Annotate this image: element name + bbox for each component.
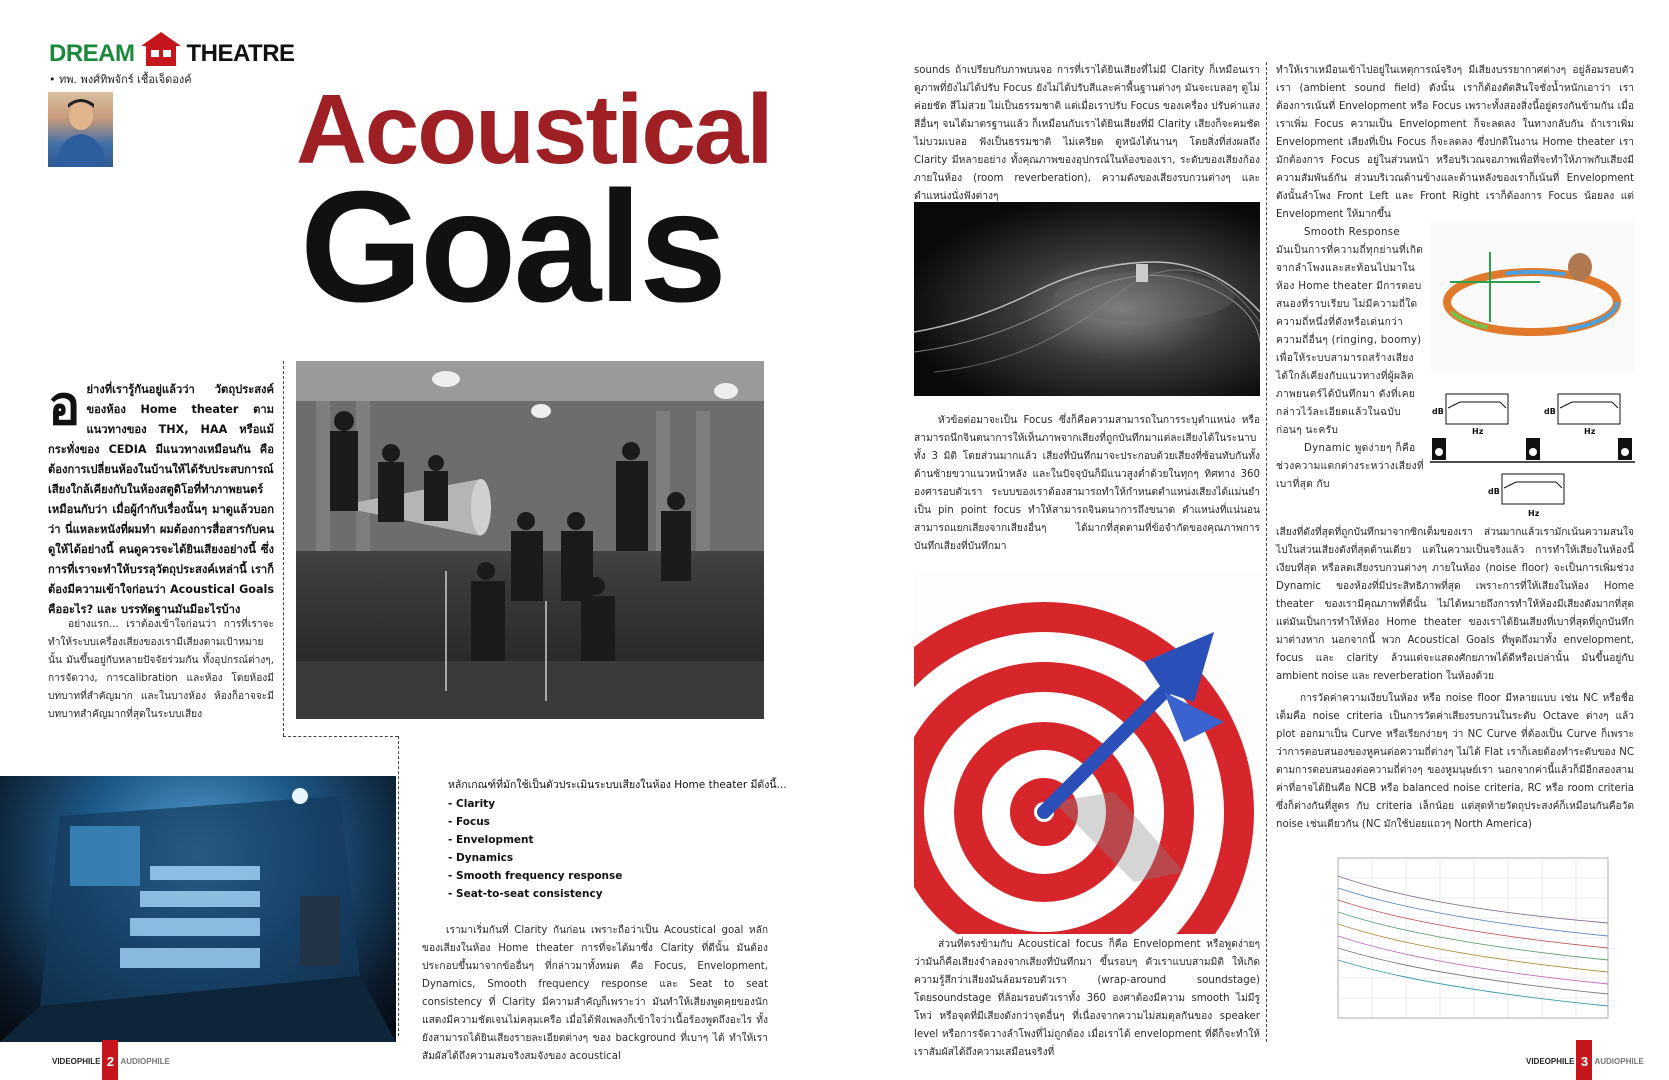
db-axis-label: dB xyxy=(1488,487,1500,496)
home-theater-render xyxy=(0,776,396,1042)
list-item: - Seat-to-seat consistency xyxy=(448,888,603,900)
magazine-logo xyxy=(49,28,295,68)
intro-paragraph xyxy=(48,376,274,620)
title-line-2: Goals xyxy=(300,159,725,335)
list-item: - Envelopment xyxy=(448,834,534,846)
speaker-response-diagram xyxy=(1430,392,1635,522)
footer-left xyxy=(52,1040,170,1080)
author-photo xyxy=(48,92,113,167)
logo-theatre-text: THEATRE xyxy=(186,40,295,67)
house-icon xyxy=(137,28,185,68)
divider-line xyxy=(283,736,398,737)
hz-axis-label: Hz xyxy=(1584,427,1596,436)
smooth-response-section xyxy=(1276,224,1424,494)
dart-target-image xyxy=(914,572,1260,934)
body-paragraph-2: เรามาเริ่มกันที่ Clarity กันก่อน เพราะถือว่าเป็น Acoustical goal หลักของเสียงในห้อง Home theater การที่จะได้มาซึ่ง Clarity ที่ดีนั้น มันต้องประกอบขึ้นมาจากข้ออื่นๆ ที่กล่าวมาทั้งหมด คือ Focus, Envelopment, Dynamics, Smooth frequency response และ Seat to seat consistency ที่ Clarity มีความสำคัญก็เพราะว่า มันทำให้เสียงพูดคุยของนักแสดงมีความชัดเจนไม่คลุมเครือ เมื่อได้ฟังเพลงก็เข้าใจว่าเนื้อร้องพูดถึงอะไร ทั้งยังสามารถได้ยินเสียงรายละเอียดต่างๆ ของ background ที่เบาๆ ได้ ทำให้เราสัมผัสได้ถึงความสมจริงสมจังของ acoustical xyxy=(422,925,768,1062)
body-paragraph-7: เสียงที่ดังที่สุดที่ถูกบันทึกมาจากซิกเต็มของเรา ส่วนมากแล้วเรามักเน้นความสนใจไปในส่วนเสียงดังที่สุดด้านเดียว แต่ในความเป็นจริงแล้ว การทำให้เสียงในห้องนี้เงียบที่สุด หรือลดเสียงรบกวนต่างๆ ภายในห้อง (noise floor) จะเป็นการเพิ่มช่วง Dynamic ของห้องที่มีประสิทธิภาพที่สุด เพราะการที่ให้เสียงในห้อง Home theater ของเรามีคุณภาพที่ดีนั้น ไม่ได้หมายถึงการทำให้ห้องมีเสียงดังมากที่สุด แต่มันเป็นการทำให้ห้อง Home theater ของเราได้ยินเสียงที่เบาที่สุดที่ถูกบันทึกมาต่างหาก นอกจากนี้ พวก Acoustical Goals ที่พูดถึงมาทั้ง envelopment, focus และ clarity ล้วนแต่จะแสดงศักยภาพได้ดีหรือเปล่านั้น มันขึ้นอยู่กับ ambient noise และ reverberation ในห้องด้วย xyxy=(1276,527,1634,682)
dynamic-text: Dynamic พูดง่ายๆ ก็คือ ช่วงความแตกต่างระหว่างเสียงที่เบาที่สุด กับ xyxy=(1276,443,1424,490)
footer-videophile: VIDEOPHILE xyxy=(52,1056,101,1066)
title-line-1: Acoustical xyxy=(296,74,772,184)
footer-videophile: VIDEOPHILE xyxy=(1526,1056,1575,1066)
surround-ring-diagram xyxy=(1430,222,1635,372)
hz-axis-label: Hz xyxy=(1472,427,1484,436)
author-byline: • ทพ. พงศ์ทิพจักร์ เชื้อเจ็ดองค์ xyxy=(49,73,192,86)
list-item: - Focus xyxy=(448,816,490,828)
list-item: - Clarity xyxy=(448,798,496,810)
body-paragraph-1: อย่างแรก... เราต้องเข้าใจก่อนว่า การที่เราจะทำให้ระบบเครื่องเสียงของเรามีเสียงตามเป้าหมายนั้น มันขึ้นอยู่กับหลายปัจจัยร่วมกัน ทั้งอุปกรณ์ต่างๆ, การจัดวาง, การcalibration และห้อง โดยห้องมีบทบาทที่สำคัญมาก และในบางห้อง ห้องก็อาจจะมีบทบาทสำคัญมากที่สุดในระบบเสียง xyxy=(48,619,274,720)
smooth-response-heading: Smooth Response xyxy=(1304,227,1400,238)
page-number: 2 xyxy=(102,1040,118,1080)
footer-audiophile: AUDIOPHILE xyxy=(120,1056,170,1066)
body-paragraph-3: sounds ถ้าเปรียบกับภาพบนจอ การที่เราได้ยินเสียงที่ไม่มี Clarity ก็เหมือนเราดูภาพที่ยังไม่ได้ปรับ Focus ยังไม่ได้ปรับสีและค่าพื้นฐานต่างๆ มันจะเบลอๆ ดูไม่ค่อยชัด สีไม่สวย ไม่เป็นธรรมชาติ แต่เมื่อเราปรับ Focus ของเครื่อง ปรับค่าแสงสีอื่นๆ จนได้มาตรฐานแล้ว ก็เหมือนกับเราได้ยินเสียงที่มี Clarity เสียงก็จะคมชัดไม่บวมเบลอ ฟังเป็นธรรมชาติ ไม่เครียด ดูหนังได้นานๆ โดยสิ่งที่ส่งผลถึง Clarity มีหลายอย่าง ทั้งคุณภาพของอุปกรณ์ในห้องของเรา, ระดับของเสียงก้องภายในห้อง (room reverberation), ความดังของเสียงรบกวนต่างๆ และตำแหน่งนั่งฟังต่างๆ xyxy=(914,65,1260,202)
smooth-response-text: มันเป็นการที่ความถี่ทุกย่านที่เกิดจากลำโพงและสะท้อนไปมาในห้อง Home theater มีการตอบสนองที่ราบเรียบ ไม่มีความถี่ใดความถี่หนึ่งที่ดังหรือเด่นกว่าความถี่อื่นๆ (ringing, boomy) เพื่อให้ระบบสามารถสร้างเสียงได้ใกล้เคียงกับแนวทางที่ผู้ผลิตภาพยนตร์ได้บันทึกมา ดังที่เคยกล่าวไว้ละเอียดแล้วในฉบับก่อนๆ นะครับ xyxy=(1276,245,1424,436)
evaluation-criteria-list xyxy=(448,776,808,903)
page-number: 3 xyxy=(1576,1040,1592,1080)
body-paragraph-4: หัวข้อต่อมาจะเป็น Focus ซึ่งก็คือความสามารถในการระบุตำแหน่ง หรือสามารถนึกจินตนาการให้เห็นภาพจากเสียงที่ถูกบันทึกมาแต่ละเสียงได้ในระนาบทั้ง 3 มิติ โดยส่วนมากแล้ว เสียงที่บันทึกมาจะประกอบด้วยเสียงที่ซ้อนทับกันทั้งด้านซ้ายขวาแนวหน้าหลัง และในปัจจุบันก็มีแนวสูงต่ำด้วยในทุกๆ ทิศทาง 360 องศารอบตัวเรา ระบบของเราต้องสามารถทำให้กำหนดตำแหน่งเสียงได้แม่นยำเป็น pin point focus ทำให้สามารถจินตนาการถึงขนาด ตำแหน่งที่แน่นอน สามารถแยกเสียงจากเสียงอื่นๆ ได้มากที่สุดตามที่ข้อจำกัดของคุณภาพการบันทึกเสียงที่บันทึกมา xyxy=(914,415,1260,552)
orchestra-recording-photo xyxy=(296,361,764,719)
list-lead: หลักเกณฑ์ที่มักใช้เป็นตัวประเมินระบบเสียงในห้อง Home theater มีดังนี้... xyxy=(448,779,787,791)
body-paragraph-6: ทำให้เราเหมือนเข้าไปอยู่ในเหตุการณ์จริงๆ มีเสียงบรรยากาศต่างๆ อยู่ล้อมรอบตัวเรา (ambient sound field) ดังนั้น เราก็ต้องตัดสินใจชั่งน้ำหนักเอาว่า เราต้องการเน้นที่ Envelopment หรือ Focus เพราะทั้งสองสิ่งนี้อยู่ตรงกันข้ามกัน เมื่อเราเพิ่ม Focus ความเป็น Envelopment ก็จะลดลง ในทางกลับกัน ถ้าเราเพิ่ม Envelopment เสียงที่เป็น Focus ก็จะลดลง ซึ่งปกติในงาน Home theater เรามักต้องการ Focus อยู่ในส่วนหน้า หรือบริเวณจอภาพเพื่อที่จะทำให้ภาพกับเสียงมีความสัมพันธ์กัน ส่วนบริเวณด้านข้างและด้านหลังของเราก็เน้นที่ Envelopment ดังนั้นลำโพง Front Left และ Front Right เราก็ต้องการ Focus น้อยลง แต่ Envelopment ให้มากขึ้น xyxy=(1276,65,1634,220)
drop-cap: อ xyxy=(48,376,81,436)
logo-dream-text: DREAM xyxy=(49,40,135,67)
body-paragraph-5: ส่วนที่ตรงข้ามกับ Acoustical focus ก็คือ Envelopment หรือพูดง่ายๆ ว่ามันก็คือเสียงจำลองจากเสียงที่บันทึกมา ขึ้นรอบๆ ตัวเราแบบสามมิติ ให้เกิดความรู้สึกว่าเสียงมันล้อมรอบตัวเรา (wrap-around soundstage) โดยsoundstage ที่ล้อมรอบตัวเราทั้ง 360 องศาต้องมีความ smooth ไม่มีรูโหว่ หรือจุดที่มีเสียงดังกว่าจุดอื่นๆ ที่เนื่องจากความไม่สมดุลกันของ speaker level หรือการจัดวางลำโพงที่ไม่ถูกต้อง เมื่อเราได้ envelopment ที่ดีก็จะทำให้เราสัมผัสได้ถึงความเสมือนจริงที่ xyxy=(914,939,1260,1058)
divider-line xyxy=(398,736,399,1036)
db-axis-label: dB xyxy=(1544,407,1556,416)
column-divider xyxy=(1266,62,1267,1042)
footer-right xyxy=(1526,1040,1644,1080)
divider-line xyxy=(283,361,284,736)
footer-audiophile: AUDIOPHILE xyxy=(1594,1056,1644,1066)
intro-text: ย่างที่เรารู้กันอยู่แล้วว่า วัตถุประสงค์ของห้อง Home theater ตามแนวทางของ THX, HAA หรือแม้กระทั่งของ CEDIA มีแนวทางเหมือนกัน คือ ต้องการเปลี่ยนห้องในบ้านให้ได้รับประสบการณ์เสียงใกล้เคียงกับในห้องสตูดิโอที่ทำภาพยนตร์ เหมือนกับว่า เมื่อผู้กำกับเรื่องนั้นๆ มาดูแล้วบอกว่า นี่แหละหนังที่ผมทำ ผมต้องการสื่อสารกับคนดูให้ได้อย่างนี้ คนดูควรจะได้ยินเสียงอย่างนี้ ซึ่งการที่เราจะทำให้บรรลุวัตถุประสงค์เหล่านี้ เราก็ต้องมีความเข้าใจก่อนว่า Acoustical Goals คืออะไร? และ บรรทัดฐานมันมีอะไรบ้าง xyxy=(48,383,274,616)
sound-wave-image xyxy=(914,202,1260,396)
hz-axis-label: Hz xyxy=(1528,509,1540,518)
db-axis-label: dB xyxy=(1432,407,1444,416)
nc-curves-graph xyxy=(1308,848,1618,1044)
list-item: - Smooth frequency response xyxy=(448,870,623,882)
list-item: - Dynamics xyxy=(448,852,514,864)
body-paragraph-8: การวัดค่าความเงียบในห้อง หรือ noise floor มีหลายแบบ เช่น NC หรือชื่อเต็มคือ noise criteria เป็นการวัดค่าเสียงรบกวนในระดับ Octave ต่างๆ แล้ว plot ออกมาเป็น Curve หรือเรียกง่ายๆ ว่า NC Curve ที่ต้องเป็น Curve ก็เพราะว่าการตอบสนองของหูคนต่อความถี่ต่างๆ ไม่ได้ Flat เราก็เลยต้องทำระดับของ NC ตามการตอบสนองต่อความถี่ต่างๆ ของหูมนุษย์เรา นอกจากค่านี้แล้วก็มีอีกสองสามค่าที่อาจได้ยินคือ NCB หรือ balanced noise criteria, RC หรือ room criteria ซึ่งก็ต่างกันที่สูตร กับ criteria เล็กน้อย แต่สุดท้ายวัตถุประสงค์ก็เหมือนกันคือวัด noise เช่นเดียวกัน (NC มักใช้บ่อยแถวๆ North America) xyxy=(1276,693,1634,830)
